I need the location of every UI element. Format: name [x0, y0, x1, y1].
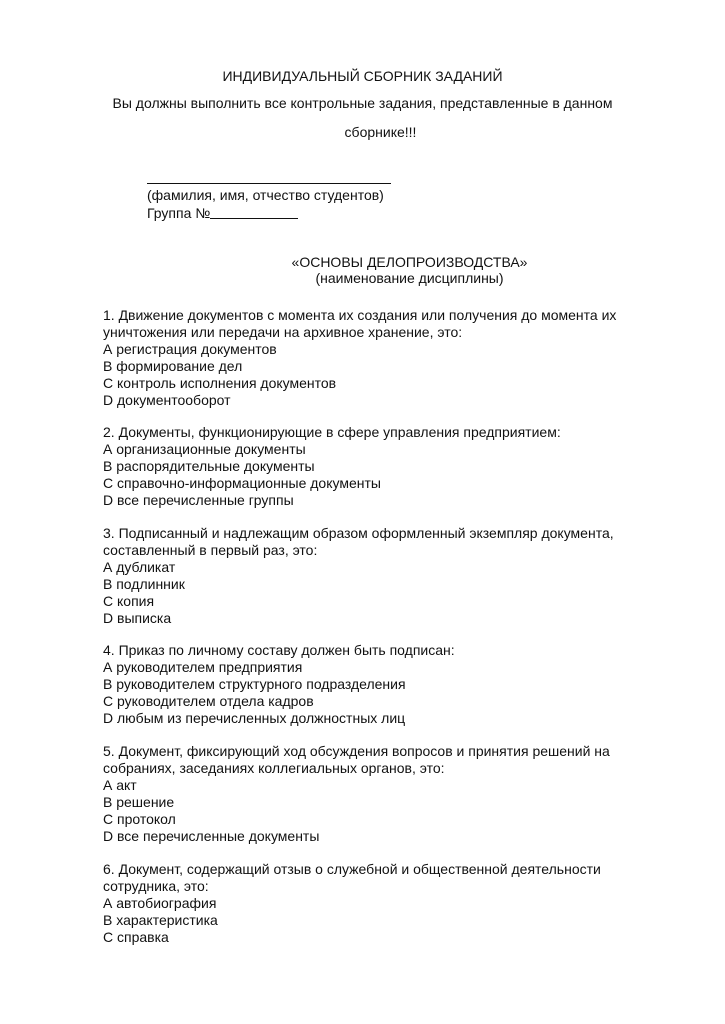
answer-option-d: D все перечисленные документы: [103, 828, 320, 844]
question-text: 4. Приказ по личному составу должен быть подписан:: [103, 642, 455, 658]
question-text: составленный в первый раз, это:: [103, 542, 318, 558]
answer-option-c: С справочно-информационные документы: [103, 475, 381, 491]
answer-option-b: В формирование дел: [103, 358, 243, 374]
answer-option-c: С протокол: [103, 811, 176, 827]
answer-option-b: В подлинник: [103, 576, 185, 592]
group-field: [147, 205, 298, 222]
answer-option-d: D любым из перечисленных должностных лиц: [103, 710, 406, 726]
answer-option-a: А руководителем предприятия: [103, 659, 303, 675]
question-text: сотрудника, это:: [103, 878, 209, 894]
question-3: [103, 525, 663, 627]
question-text: 6. Документ, содержащий отзыв о служебной и общественной деятельности: [103, 861, 601, 877]
answer-option-c: С контроль исполнения документов: [103, 375, 337, 391]
answer-option-d: D документооборот: [103, 392, 231, 408]
fio-caption: (фамилия, имя, отчество студентов): [147, 187, 384, 203]
document-title: ИНДИВИДУАЛЬНЫЙ СБОРНИК ЗАДАНИЙ: [222, 68, 503, 84]
answer-option-a: А организационные документы: [103, 441, 306, 457]
question-text: собраниях, заседаниях коллегиальных органов, это:: [103, 760, 445, 776]
discipline-caption: (наименование дисциплины): [315, 270, 504, 286]
question-4: [103, 642, 663, 727]
instruction-line-1: Вы должны выполнить все контрольные задания, представленные в данном: [112, 95, 613, 111]
answer-option-d: D выписка: [103, 610, 172, 626]
question-2: [103, 424, 663, 509]
answer-option-a: А акт: [103, 777, 137, 793]
instruction-line-2: сборнике!!!: [344, 124, 417, 140]
answer-option-a: А дубликат: [103, 559, 176, 575]
answer-option-d: D все перечисленные группы: [103, 492, 294, 508]
question-text: 1. Движение документов с момента их создания или получения до момента их: [103, 307, 617, 323]
answer-option-b: В распорядительные документы: [103, 458, 315, 474]
answer-option-b: В характеристика: [103, 912, 218, 928]
question-text: уничтожения или передачи на архивное хранение, это:: [103, 324, 463, 340]
question-1: [103, 307, 663, 409]
question-5: [103, 743, 663, 845]
answer-option-a: А автобиография: [103, 895, 217, 911]
question-text: 3. Подписанный и надлежащим образом оформленный экземпляр документа,: [103, 525, 614, 541]
question-6: [103, 861, 663, 946]
group-blank-line: [210, 218, 298, 219]
answer-option-c: С копия: [103, 593, 155, 609]
answer-option-b: В решение: [103, 794, 175, 810]
answer-option-c: С руководителем отдела кадров: [103, 693, 314, 709]
answer-option-a: А регистрация документов: [103, 341, 277, 357]
answer-option-b: В руководителем структурного подразделения: [103, 676, 406, 692]
discipline-name: «ОСНОВЫ ДЕЛОПРОИЗВОДСТВА»: [291, 254, 528, 270]
answer-option-c: С справка: [103, 929, 169, 945]
group-label: Группа №: [147, 205, 211, 221]
question-text: 2. Документы, функционирующие в сфере управления предприятием:: [103, 424, 561, 440]
fio-signature-line: [147, 183, 391, 184]
question-text: 5. Документ, фиксирующий ход обсуждения вопросов и принятия решений на: [103, 743, 610, 759]
